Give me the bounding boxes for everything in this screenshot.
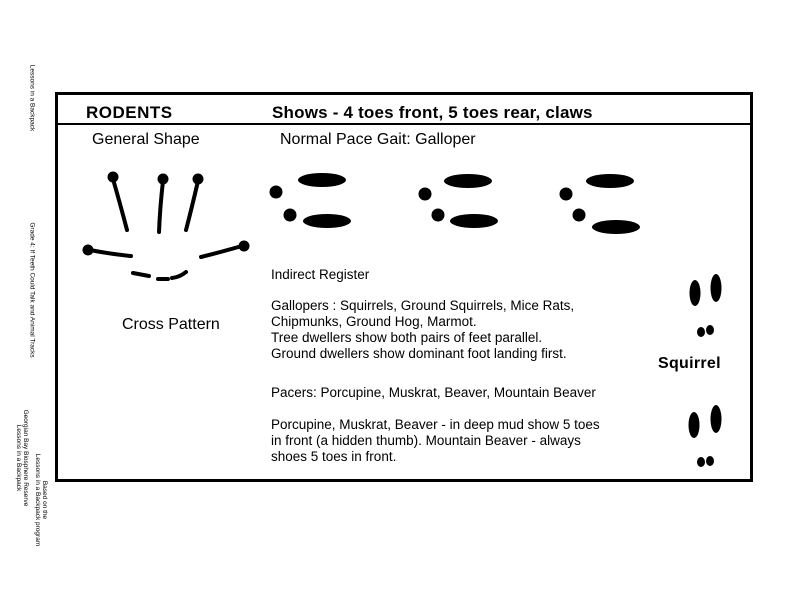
- toe-count-heading: Shows - 4 toes front, 5 toes rear, claws: [272, 103, 593, 122]
- galloper-track-group-3: [560, 174, 641, 234]
- cross-pattern-label: Cross Pattern: [122, 316, 220, 333]
- side-credit-biosphere-line: Georgian Bay Biosphere Reserve: [22, 409, 29, 507]
- squirrel-prints-top-icon: [690, 274, 722, 337]
- header-divider: [58, 123, 750, 125]
- general-shape-foot-icon: [83, 172, 249, 279]
- indirect-register-text: Indirect Register: [271, 267, 370, 282]
- gallopers-paragraph: [271, 298, 651, 362]
- squirrel-label: Squirrel: [658, 355, 721, 372]
- squirrel-prints-bottom-icon: [689, 405, 722, 467]
- pacers-text: Pacers: Porcupine, Muskrat, Beaver, Mountain Beaver: [271, 385, 596, 400]
- general-shape-heading: General Shape: [92, 131, 200, 148]
- card-title: RODENTS: [86, 103, 173, 122]
- side-credit-biosphere: [15, 410, 29, 507]
- side-credit-based-on-line: Based on the: [41, 480, 48, 520]
- gait-heading: Normal Pace Gait: Galloper: [280, 131, 476, 148]
- side-credit-based-on: [34, 454, 48, 547]
- galloper-track-group-1: [270, 173, 352, 228]
- porcupine-line: shoes 5 toes in front.: [271, 449, 397, 464]
- gallopers-line: Gallopers : Squirrels, Ground Squirrels, Mice Rats,: [271, 298, 575, 313]
- gallopers-line: Ground dwellers show dominant foot landing first.: [271, 346, 567, 361]
- porcupine-line: Porcupine, Muskrat, Beaver - in deep mud show 5 toes: [271, 417, 600, 432]
- porcupine-line: in front (a hidden thumb). Mountain Beaver - always: [271, 433, 581, 448]
- side-credit-program-line: Lessons in a Backpack program: [34, 453, 41, 547]
- gallopers-line: Chipmunks, Ground Hog, Marmot.: [271, 314, 477, 329]
- side-credit-lessons: Lessons in a Backpack: [28, 64, 36, 132]
- galloper-track-group-2: [419, 174, 499, 228]
- rodents-track-card: [55, 92, 753, 482]
- side-credit-lessons-line: Lessons in a Backpack: [15, 424, 22, 492]
- side-credit-grade: Grade 4: If Teeth Could Talk and Animal Tracks: [28, 222, 36, 358]
- porcupine-paragraph: [271, 417, 651, 465]
- gallopers-line: Tree dwellers show both pairs of feet parallel.: [271, 330, 543, 345]
